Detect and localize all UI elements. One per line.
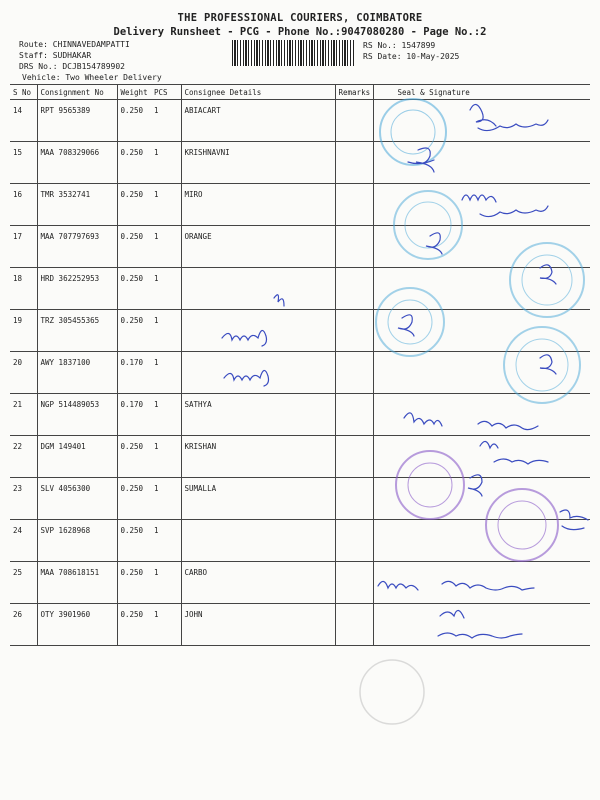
table-row (10, 310, 590, 352)
row-signature (373, 268, 590, 310)
col-header-weight: Weight (117, 85, 151, 100)
row-remarks (335, 226, 373, 268)
rs-date: RS Date: 10-May-2025 (363, 52, 460, 61)
barcode (232, 40, 354, 66)
col-header-consignment: Consignment No (37, 85, 117, 100)
row-sno: 15 (10, 142, 37, 184)
table-row (10, 226, 590, 268)
table-row (10, 142, 590, 184)
row-signature (373, 478, 590, 520)
row-consignee: SUMALLA (181, 478, 335, 520)
row-consignment: NGP 514489053 (37, 394, 117, 436)
table-row (10, 100, 590, 142)
row-remarks (335, 352, 373, 394)
row-pcs: 1 (151, 268, 181, 310)
row-sno: 20 (10, 352, 37, 394)
row-remarks (335, 604, 373, 646)
row-consignee (181, 520, 335, 562)
row-pcs: 1 (151, 142, 181, 184)
row-remarks (335, 310, 373, 352)
row-consignment: HRD 362252953 (37, 268, 117, 310)
row-pcs: 1 (151, 562, 181, 604)
row-pcs: 1 (151, 184, 181, 226)
row-weight: 0.250 (117, 478, 151, 520)
company-title: THE PROFESSIONAL COURIERS, COIMBATORE (177, 12, 423, 24)
row-sno: 17 (10, 226, 37, 268)
table-row (10, 352, 590, 394)
row-remarks (335, 184, 373, 226)
row-signature (373, 520, 590, 562)
row-consignee (181, 352, 335, 394)
row-remarks (335, 268, 373, 310)
row-remarks (335, 100, 373, 142)
row-sno: 25 (10, 562, 37, 604)
row-consignment: TRZ 305455365 (37, 310, 117, 352)
row-consignment: AWY 1837100 (37, 352, 117, 394)
runsheet-subtitle: Delivery Runsheet - PCG - Phone No.:9047080280 - Page No.:2 (113, 26, 487, 38)
row-pcs: 1 (151, 352, 181, 394)
row-signature (373, 226, 590, 268)
row-signature (373, 142, 590, 184)
row-remarks (335, 394, 373, 436)
row-sno: 16 (10, 184, 37, 226)
row-signature (373, 310, 590, 352)
row-signature (373, 184, 590, 226)
row-consignee: ABIACART (181, 100, 335, 142)
vehicle-label: Vehicle: Two Wheeler Delivery (22, 73, 162, 82)
row-consignee: CARBO (181, 562, 335, 604)
row-remarks (335, 520, 373, 562)
row-signature (373, 604, 590, 646)
row-consignee (181, 310, 335, 352)
row-weight: 0.250 (117, 226, 151, 268)
row-weight: 0.250 (117, 310, 151, 352)
route-label: Route: CHINNAVEDAMPATTI (19, 40, 130, 49)
row-weight: 0.250 (117, 436, 151, 478)
table-row (10, 562, 590, 604)
row-pcs: 1 (151, 436, 181, 478)
table-row (10, 478, 590, 520)
row-weight: 0.170 (117, 394, 151, 436)
row-consignee (181, 268, 335, 310)
row-pcs: 1 (151, 394, 181, 436)
col-header-sno: S No (10, 85, 37, 100)
table-row (10, 268, 590, 310)
table-row (10, 394, 590, 436)
row-remarks (335, 478, 373, 520)
col-header-signature: Seal & Signature (373, 85, 590, 100)
row-weight: 0.250 (117, 520, 151, 562)
row-signature (373, 394, 590, 436)
row-weight: 0.250 (117, 142, 151, 184)
row-consignment: RPT 9565389 (37, 100, 117, 142)
row-consignee: ORANGE (181, 226, 335, 268)
row-consignee: MIRO (181, 184, 335, 226)
row-signature (373, 436, 590, 478)
row-weight: 0.250 (117, 604, 151, 646)
table-row (10, 604, 590, 646)
faint-stamp (360, 660, 424, 724)
row-consignment: SLV 4056300 (37, 478, 117, 520)
row-consignment: SVP 1628968 (37, 520, 117, 562)
row-sno: 18 (10, 268, 37, 310)
row-sno: 21 (10, 394, 37, 436)
row-consignee: KRISHAN (181, 436, 335, 478)
row-sno: 24 (10, 520, 37, 562)
row-remarks (335, 142, 373, 184)
row-sno: 23 (10, 478, 37, 520)
col-header-remarks: Remarks (335, 85, 373, 100)
row-sno: 19 (10, 310, 37, 352)
rs-number: RS No.: 1547899 (363, 41, 436, 50)
row-consignment: DGM 149401 (37, 436, 117, 478)
row-sno: 22 (10, 436, 37, 478)
row-consignment: OTY 3901960 (37, 604, 117, 646)
table-header (10, 85, 590, 100)
row-signature (373, 352, 590, 394)
row-pcs: 1 (151, 520, 181, 562)
row-pcs: 1 (151, 478, 181, 520)
row-consignment: TMR 3532741 (37, 184, 117, 226)
table-row (10, 436, 590, 478)
staff-label: Staff: SUDHAKAR (19, 51, 92, 60)
row-sno: 14 (10, 100, 37, 142)
row-consignment: MAA 708618151 (37, 562, 117, 604)
row-consignee: JOHN (181, 604, 335, 646)
row-weight: 0.250 (117, 268, 151, 310)
drs-label: DRS No.: DCJB154789902 (19, 62, 125, 71)
col-header-consignee: Consignee Details (181, 85, 335, 100)
row-weight: 0.250 (117, 100, 151, 142)
row-weight: 0.250 (117, 562, 151, 604)
row-consignment: MAA 708329066 (37, 142, 117, 184)
row-remarks (335, 436, 373, 478)
runsheet-table (10, 84, 590, 646)
row-consignee: SATHYA (181, 394, 335, 436)
row-consignee: KRISHNAVNI (181, 142, 335, 184)
table-row (10, 184, 590, 226)
row-weight: 0.170 (117, 352, 151, 394)
row-signature (373, 100, 590, 142)
row-remarks (335, 562, 373, 604)
row-pcs: 1 (151, 604, 181, 646)
row-weight: 0.250 (117, 184, 151, 226)
row-pcs: 1 (151, 226, 181, 268)
table-row (10, 520, 590, 562)
row-pcs: 1 (151, 100, 181, 142)
row-sno: 26 (10, 604, 37, 646)
row-pcs: 1 (151, 310, 181, 352)
col-header-pcs: PCS (151, 85, 181, 100)
row-consignment: MAA 707797693 (37, 226, 117, 268)
row-signature (373, 562, 590, 604)
